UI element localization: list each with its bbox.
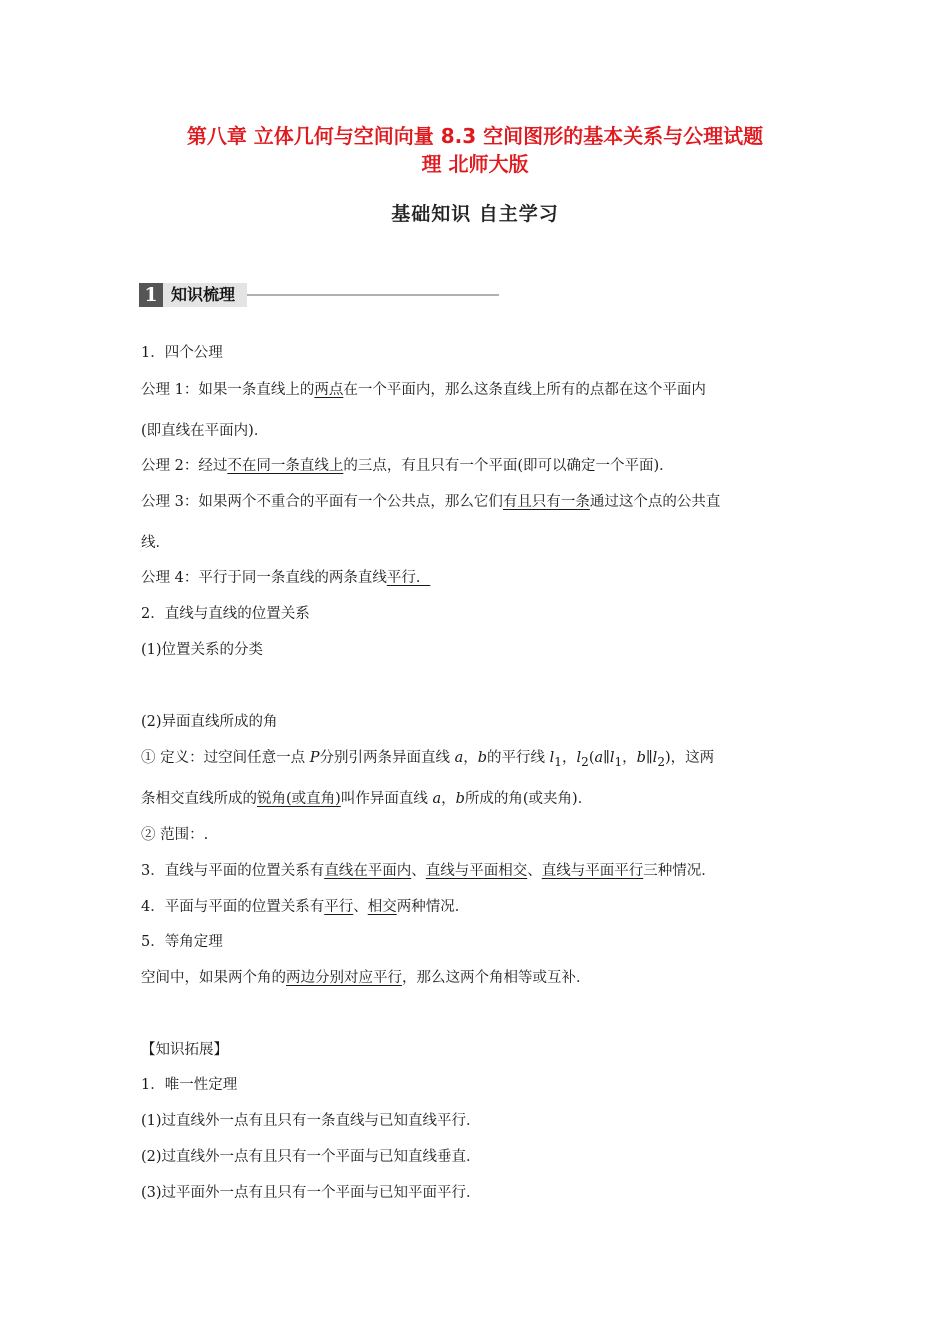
text: 、 bbox=[411, 863, 426, 879]
line-plane-relations bbox=[141, 861, 716, 881]
title-line-2: 理 北师大版 bbox=[421, 152, 529, 176]
text: ， bbox=[561, 750, 577, 766]
axiom-1 bbox=[141, 380, 706, 400]
underlined-answer: 平行． bbox=[386, 570, 431, 586]
underlined-answer: 相交 bbox=[367, 899, 397, 915]
axiom-2 bbox=[141, 456, 674, 476]
var: l bbox=[652, 750, 658, 766]
page-title bbox=[100, 122, 850, 178]
subheading-classification: (1)位置关系的分类 bbox=[141, 642, 264, 658]
underlined-answer: 直线与平面相交 bbox=[425, 863, 528, 879]
knowledge-extension-heading: 【知识拓展】 bbox=[141, 1042, 228, 1058]
var: a bbox=[454, 750, 464, 766]
underlined-answer: 两边分别对应平行 bbox=[286, 970, 402, 986]
text: 、 bbox=[527, 863, 542, 879]
sub: 2 bbox=[581, 754, 589, 769]
section-number-badge: 1 bbox=[139, 283, 163, 307]
var: l bbox=[576, 750, 582, 766]
sub: 2 bbox=[657, 754, 665, 769]
text: 叫作异面直线 bbox=[340, 791, 433, 807]
text: 所成的角(或夹角)． bbox=[464, 791, 593, 807]
range: ② 范围：. bbox=[141, 827, 209, 843]
uniqueness-2: (2)过直线外一点有且只有一个平面与已知直线垂直． bbox=[141, 1149, 481, 1165]
heading-line-relations: 2．直线与直线的位置关系 bbox=[141, 606, 310, 622]
underlined-answer: 锐角(或直角) bbox=[257, 791, 341, 807]
var: b bbox=[455, 791, 465, 807]
uniqueness-3: (3)过平面外一点有且只有一个平面与已知平面平行． bbox=[141, 1185, 481, 1201]
text: 3．直线与平面的位置关系有 bbox=[141, 863, 325, 879]
var: l bbox=[609, 750, 615, 766]
axiom-3 bbox=[141, 492, 720, 512]
underlined-answer: 直线与平面平行 bbox=[541, 863, 644, 879]
text: 公理 3：如果两个不重合的平面有一个公共点，那么它们 bbox=[141, 494, 503, 510]
text: ( bbox=[588, 750, 595, 766]
text: )，这两 bbox=[665, 750, 715, 766]
text: ∥ bbox=[603, 750, 610, 766]
text: 公理 1：如果一条直线上的 bbox=[141, 382, 315, 398]
axiom-1-continued: (即直线在平面内)． bbox=[141, 423, 269, 439]
text: ，那么这两个角相等或互补． bbox=[402, 970, 591, 986]
underlined-answer: 两点 bbox=[314, 382, 344, 398]
section-label: 知识梳理 bbox=[163, 283, 247, 307]
text: 的平行线 bbox=[487, 750, 550, 766]
uniqueness-1: (1)过直线外一点有且只有一条直线与已知直线平行． bbox=[141, 1113, 481, 1129]
text: 条相交直线所成的 bbox=[141, 791, 257, 807]
text: 公理 2：经过 bbox=[141, 458, 228, 474]
text: 空间中，如果两个角的 bbox=[141, 970, 286, 986]
section-divider bbox=[247, 294, 499, 296]
title-line-1: 第八章 立体几何与空间向量 8.3 空间图形的基本关系与公理试题 bbox=[186, 124, 764, 148]
var: l bbox=[549, 750, 555, 766]
text: ， bbox=[463, 750, 478, 766]
section-header bbox=[139, 283, 499, 307]
section-subtitle: 基础知识 自主学习 bbox=[391, 203, 559, 225]
heading-uniqueness: 1．唯一性定理 bbox=[141, 1077, 238, 1093]
text: ， bbox=[441, 791, 456, 807]
axiom-3-continued: 线． bbox=[141, 535, 170, 551]
text: 在一个平面内，那么这条直线上所有的点都在这个平面内 bbox=[343, 382, 706, 398]
underlined-answer: 直线在平面内 bbox=[324, 863, 412, 879]
definition-continued bbox=[141, 789, 592, 809]
text: 分别引两条异面直线 bbox=[319, 750, 455, 766]
text: 公理 4：平行于同一条直线的两条直线 bbox=[141, 570, 387, 586]
var: a bbox=[594, 750, 604, 766]
equal-angle-theorem bbox=[141, 968, 591, 988]
heading-four-axioms: 1．四个公理 bbox=[141, 345, 223, 361]
var: b bbox=[477, 750, 488, 766]
text: ， bbox=[622, 750, 637, 766]
text: ∥ bbox=[645, 750, 653, 766]
text: 、 bbox=[353, 899, 368, 915]
underlined-answer: 有且只有一条 bbox=[502, 494, 590, 510]
var: P bbox=[309, 750, 320, 766]
axiom-4 bbox=[141, 568, 430, 588]
text: ① 定义：过空间任意一点 bbox=[141, 750, 310, 766]
text: 4．平面与平面的位置关系有 bbox=[141, 899, 325, 915]
var: b bbox=[636, 750, 646, 766]
definition bbox=[141, 748, 714, 772]
underlined-answer: 不在同一条直线上 bbox=[227, 458, 344, 474]
text: 的三点，有且只有一个平面(即可以确定一个平面)． bbox=[343, 458, 674, 474]
var: a bbox=[432, 791, 442, 807]
heading-equal-angle: 5．等角定理 bbox=[141, 934, 223, 950]
plane-plane-relations bbox=[141, 897, 469, 917]
sub: 1 bbox=[614, 754, 623, 769]
subheading-skew-angle: (2)异面直线所成的角 bbox=[141, 714, 278, 730]
underlined-answer: 平行 bbox=[324, 899, 354, 915]
text: 两种情况． bbox=[396, 899, 470, 915]
sub: 1 bbox=[554, 754, 562, 769]
text: 三种情况． bbox=[643, 863, 716, 879]
text: 通过这个点的公共直 bbox=[589, 494, 721, 510]
